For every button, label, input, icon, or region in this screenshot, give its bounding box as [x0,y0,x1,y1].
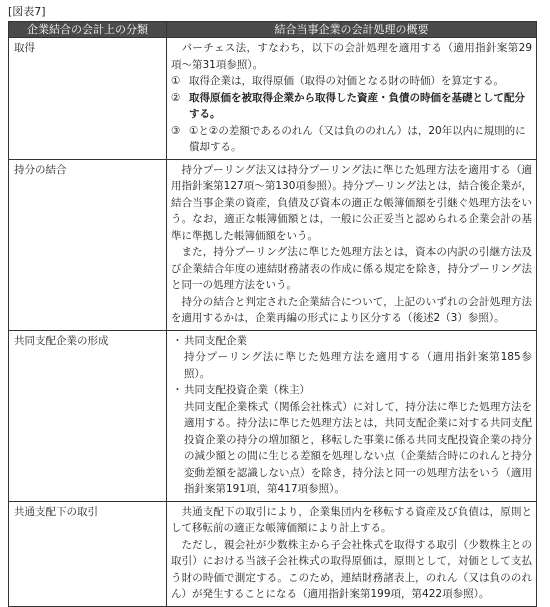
header-accounting-overview: 結合当事企業の会計処理の概要 [167,22,537,38]
item-number: ② [171,91,181,104]
acquisition-intro: パーチェス法，すなわち，以下の会計処理を適用する（適用指針案第29項〜第31項参照）。 [171,42,532,71]
table-row-common-control [9,501,537,606]
category-joint-control: 共同支配企業の形成 [9,330,167,501]
acquisition-item-3 [171,123,532,156]
pooling-paragraph-2: また，持分プーリング法に準じた処理方法とは，資本の内訳の引継方法及び企業結合年度の連結財務諸表の作成に係る規定を除き，持分プーリング法と同一の処理方法をいう。 [171,246,532,291]
overview-joint-control [167,330,537,501]
bullet-title: 共同支配企業 [184,334,247,347]
category-acquisition: 取得 [9,38,167,160]
overview-common-control [167,501,537,606]
item-text: ①と②の差額であるのれん（又は負ののれん）は，20年以内に規則的に償却する。 [189,124,526,153]
item-text: 取得企業は，取得原価（取得の対価となる財の時価）を算定する。 [189,75,504,87]
pooling-paragraph-1: 持分プーリング法又は持分プーリング法に準じた処理方法を適用する（適用指針案第127項〜第130項参照）。持分プーリング法とは，結合後企業が，結合当事企業の資産，負債及び資本の適正な帳簿価額を引継ぐ処理方法をいう。なお，適正な帳簿価額とは，一般に公正妥当と認められる企業会計の基準に準拠した帳簿価額をいう。 [171,163,532,242]
table-row-acquisition [9,38,537,160]
figure-label: [図表7] [8,5,46,18]
acquisition-item-1 [171,73,532,90]
acquisition-item-2 [171,90,532,123]
table-header-row [9,22,537,38]
joint-venture-text: 持分プーリング法に準じた処理方法を適用する（適用指針案第185参照）。 [184,351,532,380]
common-paragraph-2: ただし，親会社が少数株主から子会社株式を取得する取引（少数株主との取引）における当該子会社株式の取得原価は，原則として，対価として支払う財の時価で測定する。このため，連結財務諸表上，のれん（又は負ののれん）が発生することになる（適用指針案第199項，第422項参照）。 [171,538,532,600]
common-paragraph-1: 共通支配下の取引により，企業集団内を移転する資産及び負債は，原則として移転前の適正な帳簿価額により計上する。 [171,505,532,534]
overview-pooling [167,159,537,330]
overview-acquisition [167,38,537,160]
table-row-pooling [9,159,537,330]
category-common-control: 共通支配下の取引 [9,501,167,606]
item-number: ③ [171,124,181,137]
accounting-table [8,21,537,607]
pooling-paragraph-3: 持分の結合と判定された企業結合について，上記のいずれの会計処理方法を適用するかは，企業再編の形式により区分する（後述2（3）参照）。 [171,295,532,324]
bullet-title: 共同支配投資企業（株主） [184,384,310,396]
bullet-joint-investor [171,382,532,399]
bullet-joint-venture [171,333,532,350]
bullet-icon: ・ [172,334,183,347]
header-classification: 企業結合の会計上の分類 [9,22,167,38]
category-pooling: 持分の結合 [9,159,167,330]
joint-investor-text: 共同支配企業株式（関係会社株式）に対して，持分法に準じた処理方法を適用する。持分法に準じた処理方法とは，共同支配企業に対する共同支配投資企業の持分の増加額と，移転した事業に係る共同支配投資企業の持分の減少額との間に生じる差額を処理しない点（企業結合時にのれんと持分変動差額を認識しない点）を除き，持分法と同一の処理方法をいう（適用指針案第191項，第417項参照）。 [184,400,532,495]
bullet-icon: ・ [172,384,183,396]
item-text: 取得原価を被取得企業から取得した資産・負債の時価を基礎として配分する。 [189,91,525,120]
item-number: ① [171,75,181,87]
table-row-joint-control [9,330,537,501]
